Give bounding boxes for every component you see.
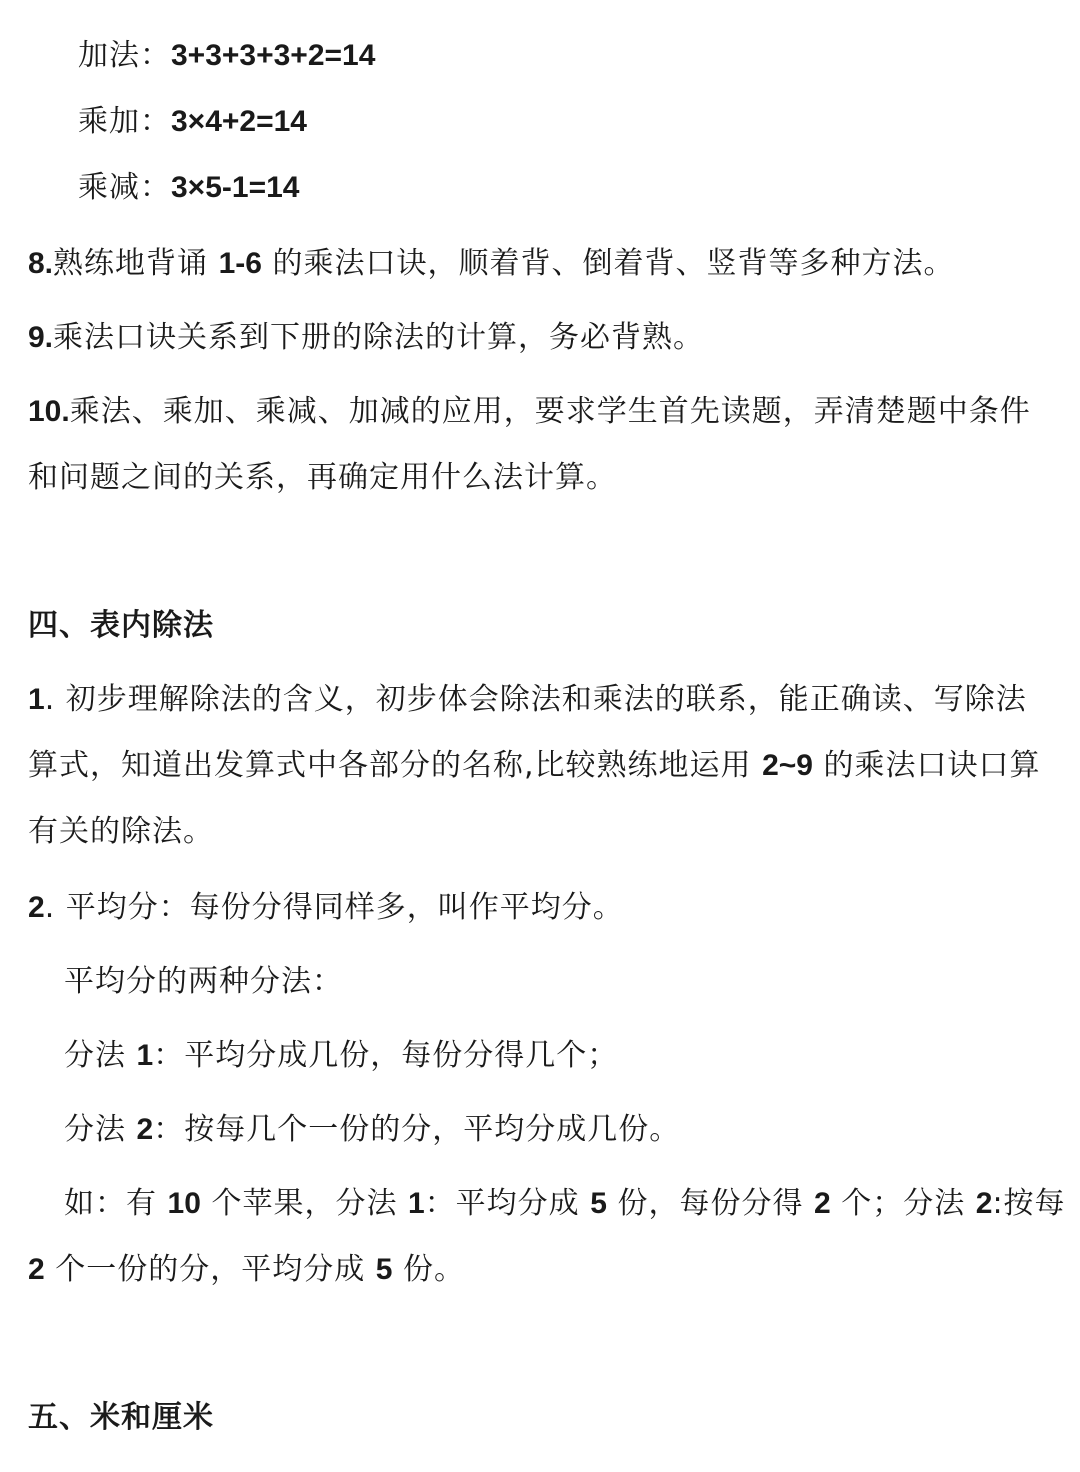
method-1 — [64, 1036, 618, 1076]
list-item-10 — [28, 392, 1031, 432]
item-number: 10. — [28, 395, 70, 428]
paragraph-2 — [28, 888, 624, 928]
item-text: 乘法、乘加、乘减、加减的应用，要求学生首先读题，弄清楚题中条件 — [69, 394, 1031, 429]
paragraph-1-line-2 — [28, 746, 1041, 786]
item-text: 和问题之间的关系，再确定用什么法计算。 — [28, 460, 617, 495]
paragraph-1 — [28, 680, 1027, 720]
example-text: 份，每份分得 — [606, 1186, 814, 1221]
example-number: 5 — [375, 1253, 393, 1286]
list-item-10-continuation — [28, 458, 617, 498]
example-text: 如：有 — [64, 1186, 168, 1221]
formula-expression: 3×5-1=14 — [171, 171, 300, 204]
item-text: 熟练地背诵 — [53, 246, 219, 281]
example-text: 个；分法 — [830, 1186, 976, 1221]
method-2 — [64, 1110, 680, 1150]
example-number: 2 — [28, 1253, 45, 1286]
list-item-9 — [28, 318, 704, 358]
methods-title: 平均分的两种分法： — [64, 964, 343, 999]
paragraph-text: 算式，知道出发算式中各部分的名称,比较熟练地运用 — [28, 748, 763, 783]
example-text: 个一份的分，平均分成 — [44, 1252, 376, 1287]
item-number: 1 — [28, 683, 45, 716]
item-text: 的乘法口诀，顺着背、倒着背、竖背等多种方法。 — [261, 246, 955, 281]
paragraph-text: . 平均分：每份分得同样多，叫作平均分。 — [44, 890, 624, 925]
example-number: 10 — [167, 1187, 201, 1220]
example-text: 个苹果，分法 — [200, 1186, 408, 1221]
example-line-1 — [64, 1184, 1066, 1224]
item-text-number: 1-6 — [218, 247, 262, 280]
example-number: 2 — [975, 1187, 993, 1220]
example-text: 份。 — [392, 1252, 465, 1287]
paragraph-text: 有关的除法。 — [28, 814, 214, 849]
formula-addition — [78, 36, 375, 76]
formula-multiply-add — [78, 102, 307, 142]
item-number: 9. — [28, 321, 54, 354]
example-number: 1 — [408, 1187, 425, 1220]
method-text: ：平均分成几份，每份分得几个； — [153, 1038, 619, 1073]
formula-label: 加法： — [78, 38, 171, 73]
formula-multiply-subtract — [78, 168, 299, 208]
list-item-8 — [28, 244, 954, 284]
formula-label: 乘减： — [78, 170, 171, 205]
item-text: 乘法口诀关系到下册的除法的计算，务必背熟。 — [53, 320, 705, 355]
paragraph-text: 的乘法口诀口算 — [812, 748, 1041, 783]
formula-expression: 3×4+2=14 — [171, 105, 307, 138]
method-text: ：按每几个一份的分，平均分成几份。 — [153, 1112, 681, 1147]
method-number: 1 — [136, 1039, 154, 1072]
formula-expression: 3+3+3+3+2=14 — [171, 39, 376, 72]
section-heading-division: 四、表内除法 — [28, 608, 214, 643]
example-text: ：平均分成 — [424, 1186, 591, 1221]
example-number: 5 — [590, 1187, 607, 1220]
paragraph-text: . 初步理解除法的含义，初步体会除法和乘法的联系，能正确读、写除法 — [44, 682, 1027, 717]
paragraph-number: 2~9 — [762, 749, 813, 782]
paragraph-1-line-3 — [28, 812, 214, 852]
example-line-2 — [28, 1250, 465, 1290]
method-text: 分法 — [64, 1038, 137, 1073]
method-number: 2 — [136, 1113, 154, 1146]
item-number: 8. — [28, 247, 54, 280]
example-number: 2 — [814, 1187, 831, 1220]
formula-label: 乘加： — [78, 104, 171, 139]
method-text: 分法 — [64, 1112, 137, 1147]
item-number: 2 — [28, 891, 45, 924]
section-heading-meters: 五、米和厘米 — [28, 1400, 214, 1435]
example-text: :按每 — [992, 1186, 1066, 1221]
